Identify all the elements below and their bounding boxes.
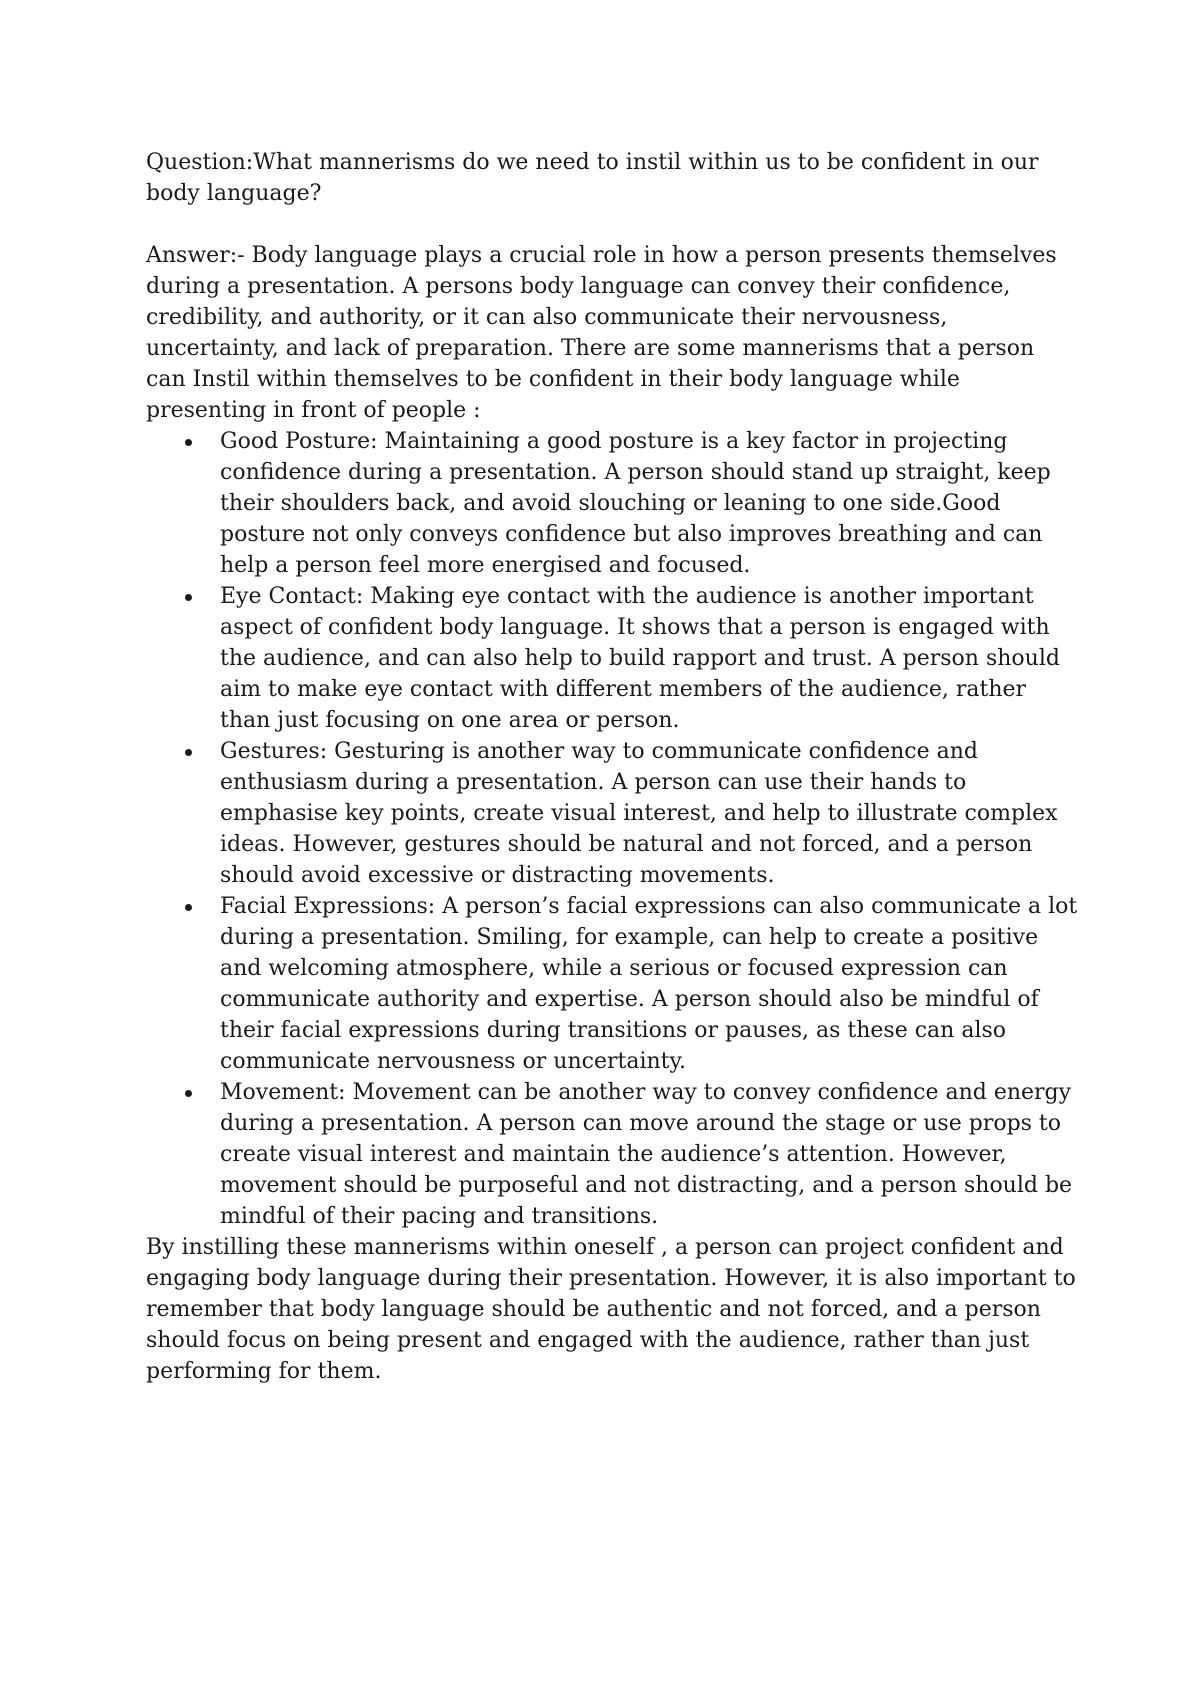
- bullet-icon: [185, 439, 192, 446]
- list-item: [220, 426, 1080, 581]
- list-item-text: Gestures: Gesturing is another way to communicate confidence and enthusiasm during a presentation. A person can use their hands to emphasise key points, create visual interest, and help to illustrate complex ideas. However, gestures should be natural and not forced, and a person should avoid excessive or distracting movements.: [220, 739, 1058, 888]
- list-item-text: Good Posture: Maintaining a good posture is a key factor in projecting confidence during a presentation. A person should stand up straight, keep their shoulders back, and avoid slouching or leaning to one side.Good posture not only conveys confidence but also improves breathing and can help a person feel more energised and focused.: [220, 429, 1051, 578]
- mannerisms-list: [146, 426, 1080, 1232]
- list-item: [220, 1077, 1080, 1232]
- list-item: [220, 581, 1080, 736]
- bullet-icon: [185, 749, 192, 756]
- list-item: [220, 891, 1080, 1077]
- question-paragraph: Question:What mannerisms do we need to instil within us to be confident in our body language?: [146, 150, 1039, 206]
- list-item-text: Movement: Movement can be another way to convey confidence and energy during a presentation. A person can move around the stage or use props to create visual interest and maintain the audience’s attention. However, movement should be purposeful and not distracting, and a person should be mindful of their pacing and transitions.: [220, 1080, 1073, 1229]
- list-item-text: Eye Contact: Making eye contact with the audience is another important aspect of confident body language. It shows that a person is engaged with the audience, and can also help to build rapport and trust. A person should aim to make eye contact with different members of the audience, rather than just focusing on one area or person.: [220, 584, 1060, 733]
- bullet-icon: [185, 594, 192, 601]
- bullet-icon: [185, 1090, 192, 1097]
- bullet-icon: [185, 904, 192, 911]
- conclusion-paragraph: By instilling these mannerisms within oneself , a person can project confident and engaging body language during their presentation. However, it is also important to remember that body language should be authentic and not forced, and a person should focus on being present and engaged with the audience, rather than just performing for them.: [146, 1235, 1076, 1384]
- list-item: [220, 736, 1080, 891]
- answer-intro-paragraph: Answer:- Body language plays a crucial role in how a person presents themselves during a presentation. A persons body language can convey their confidence, credibility, and authority, or it can also communicate their nervousness, uncertainty, and lack of preparation. There are some mannerisms that a person can Instil within themselves to be confident in their body language while presenting in front of people :: [146, 243, 1057, 423]
- list-item-text: Facial Expressions: A person’s facial expressions can also communicate a lot during a presentation. Smiling, for example, can help to create a positive and welcoming atmosphere, while a serious or focused expression can communicate authority and expertise. A person should also be mindful of their facial expressions during transitions or pauses, as these can also communicate nervousness or uncertainty.: [220, 894, 1078, 1074]
